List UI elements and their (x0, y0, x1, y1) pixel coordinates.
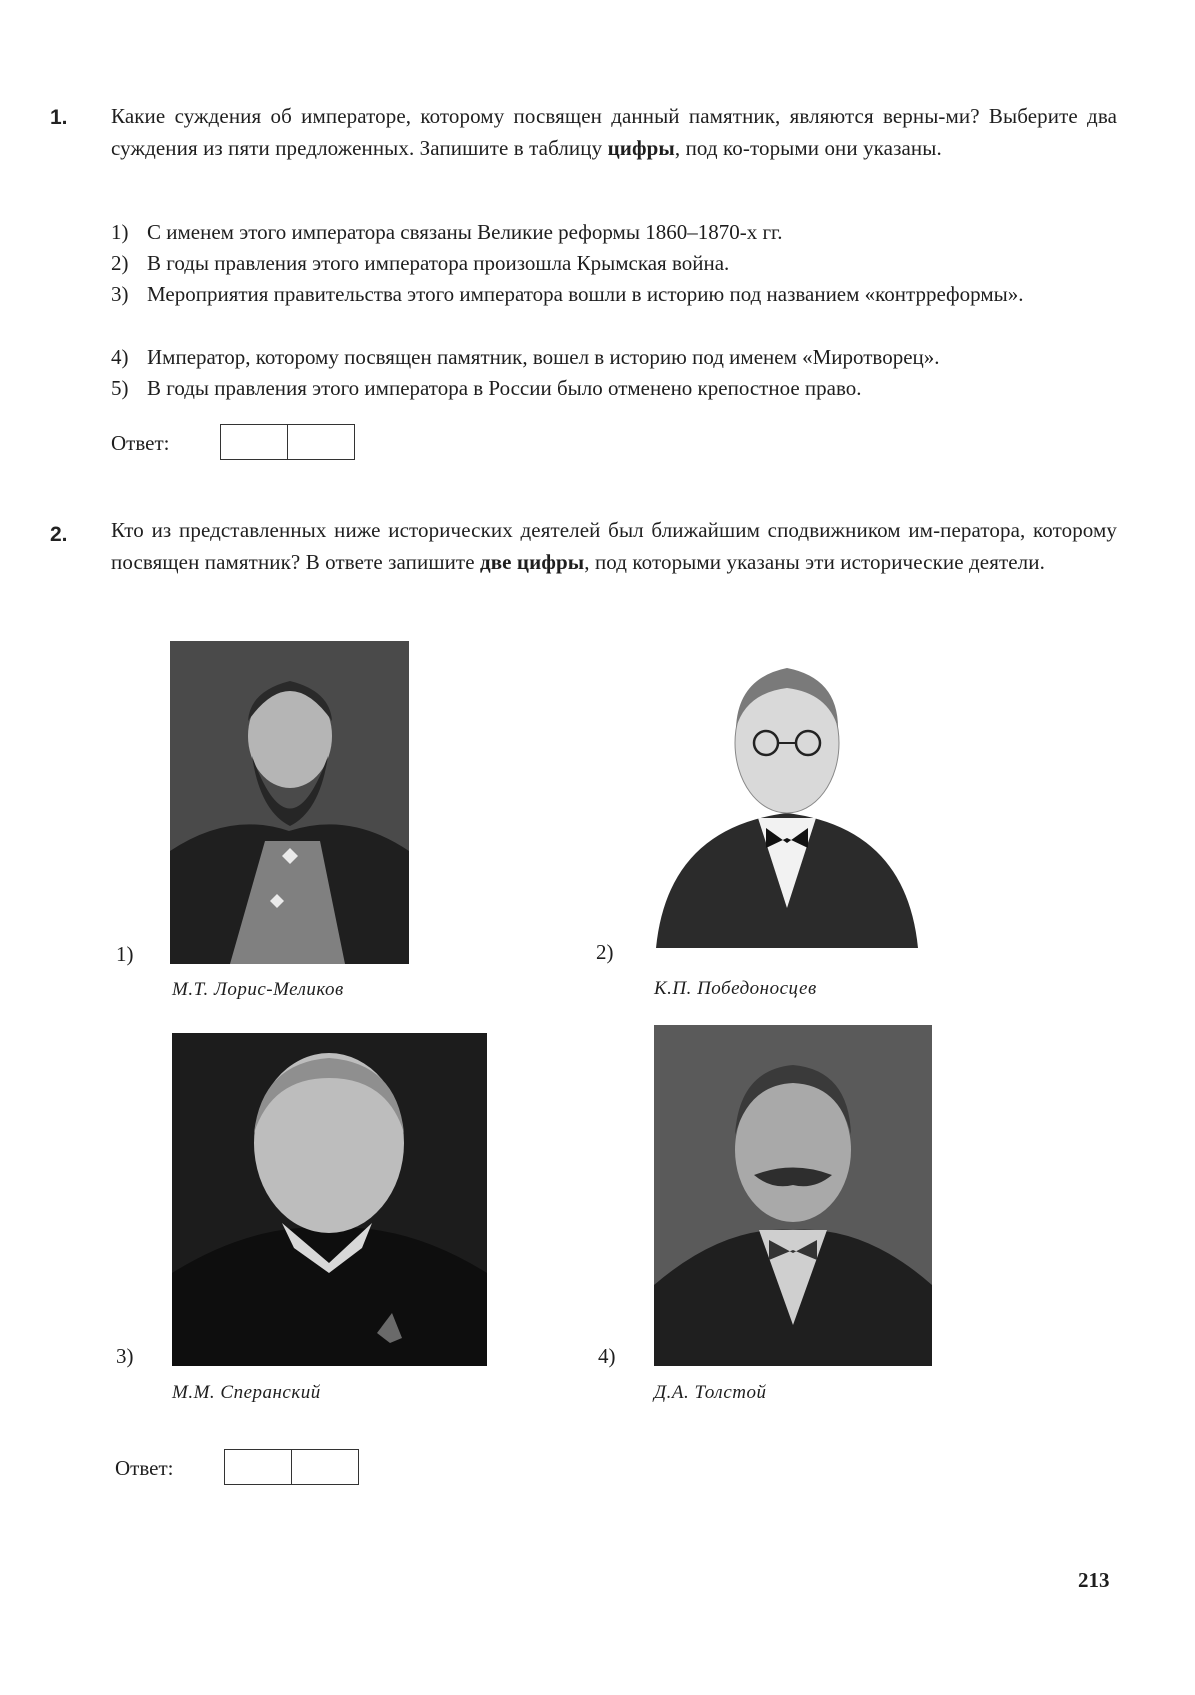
q2-answer-label: Ответ: (115, 1456, 174, 1480)
q1-option-4-number: 4) (111, 345, 129, 369)
q1-option-1 (111, 216, 1117, 248)
question-1-text-b: , под ко-торыми они указаны. (674, 136, 942, 160)
q2-answer-cell-1[interactable] (225, 1450, 291, 1484)
portrait-3-caption: М.М. Сперанский (172, 1382, 321, 1403)
question-2-text (111, 514, 1117, 578)
portrait-2-caption: К.П. Победоносцев (654, 978, 817, 999)
q1-answer-box[interactable] (220, 424, 355, 460)
question-2-number: 2. (50, 523, 68, 546)
question-1-text-a: Какие суждения об императоре, которому посвящен данный памятник, являются верны-ми? Выберите два суждения из пяти предложенных. Запишите в таблицу (111, 104, 1117, 160)
q1-option-5-number: 5) (111, 376, 129, 400)
q1-option-1-text: С именем этого императора связаны Великие реформы 1860–1870-х гг. (147, 220, 783, 244)
q1-option-3 (111, 278, 1117, 310)
q1-option-5-text: В годы правления этого императора в России было отменено крепостное право. (147, 376, 862, 400)
q2-answer-cell-2[interactable] (291, 1450, 358, 1484)
question-2-text-a: Кто из представленных ниже исторических деятелей был ближайшим сподвижником им-ператора, которому посвящен памятник? В ответе запишите (111, 518, 1117, 574)
portrait-1-caption: М.Т. Лорис-Меликов (172, 979, 344, 1000)
q1-option-2-number: 2) (111, 251, 129, 275)
question-2-text-bold: две цифры (480, 550, 585, 574)
q1-option-3-text: Мероприятия правительства этого императора вошли в историю под названием «контрреформы». (147, 282, 1024, 306)
q1-answer-cell-2[interactable] (287, 425, 354, 459)
question-1-text-bold: цифры (607, 136, 675, 160)
q1-option-4-text: Император, которому посвящен памятник, вошел в историю под именем «Миротворец». (147, 345, 940, 369)
portrait-4-caption: Д.А. Толстой (654, 1382, 767, 1403)
q1-option-4 (111, 341, 1117, 373)
portrait-3-photo (172, 1033, 487, 1366)
portrait-4-photo (654, 1025, 932, 1366)
portrait-1-number: 1) (116, 942, 134, 966)
q1-option-5 (111, 372, 1117, 404)
portrait-2-photo (648, 648, 926, 948)
q1-option-2 (111, 247, 1117, 279)
question-1-text (111, 100, 1117, 164)
question-1-number: 1. (50, 106, 68, 129)
page-number: 213 (1078, 1568, 1110, 1592)
q1-option-3-number: 3) (111, 282, 129, 306)
portrait-2-number: 2) (596, 940, 614, 964)
question-2-text-b: , под которыми указаны эти исторические деятели. (584, 550, 1045, 574)
portrait-3-number: 3) (116, 1344, 134, 1368)
q1-option-2-text: В годы правления этого императора произошла Крымская война. (147, 251, 730, 275)
q1-answer-cell-1[interactable] (221, 425, 287, 459)
portrait-4-number: 4) (598, 1344, 616, 1368)
q1-answer-label: Ответ: (111, 431, 170, 455)
q2-answer-box[interactable] (224, 1449, 359, 1485)
q1-option-1-number: 1) (111, 220, 129, 244)
portrait-1-photo (170, 641, 409, 964)
